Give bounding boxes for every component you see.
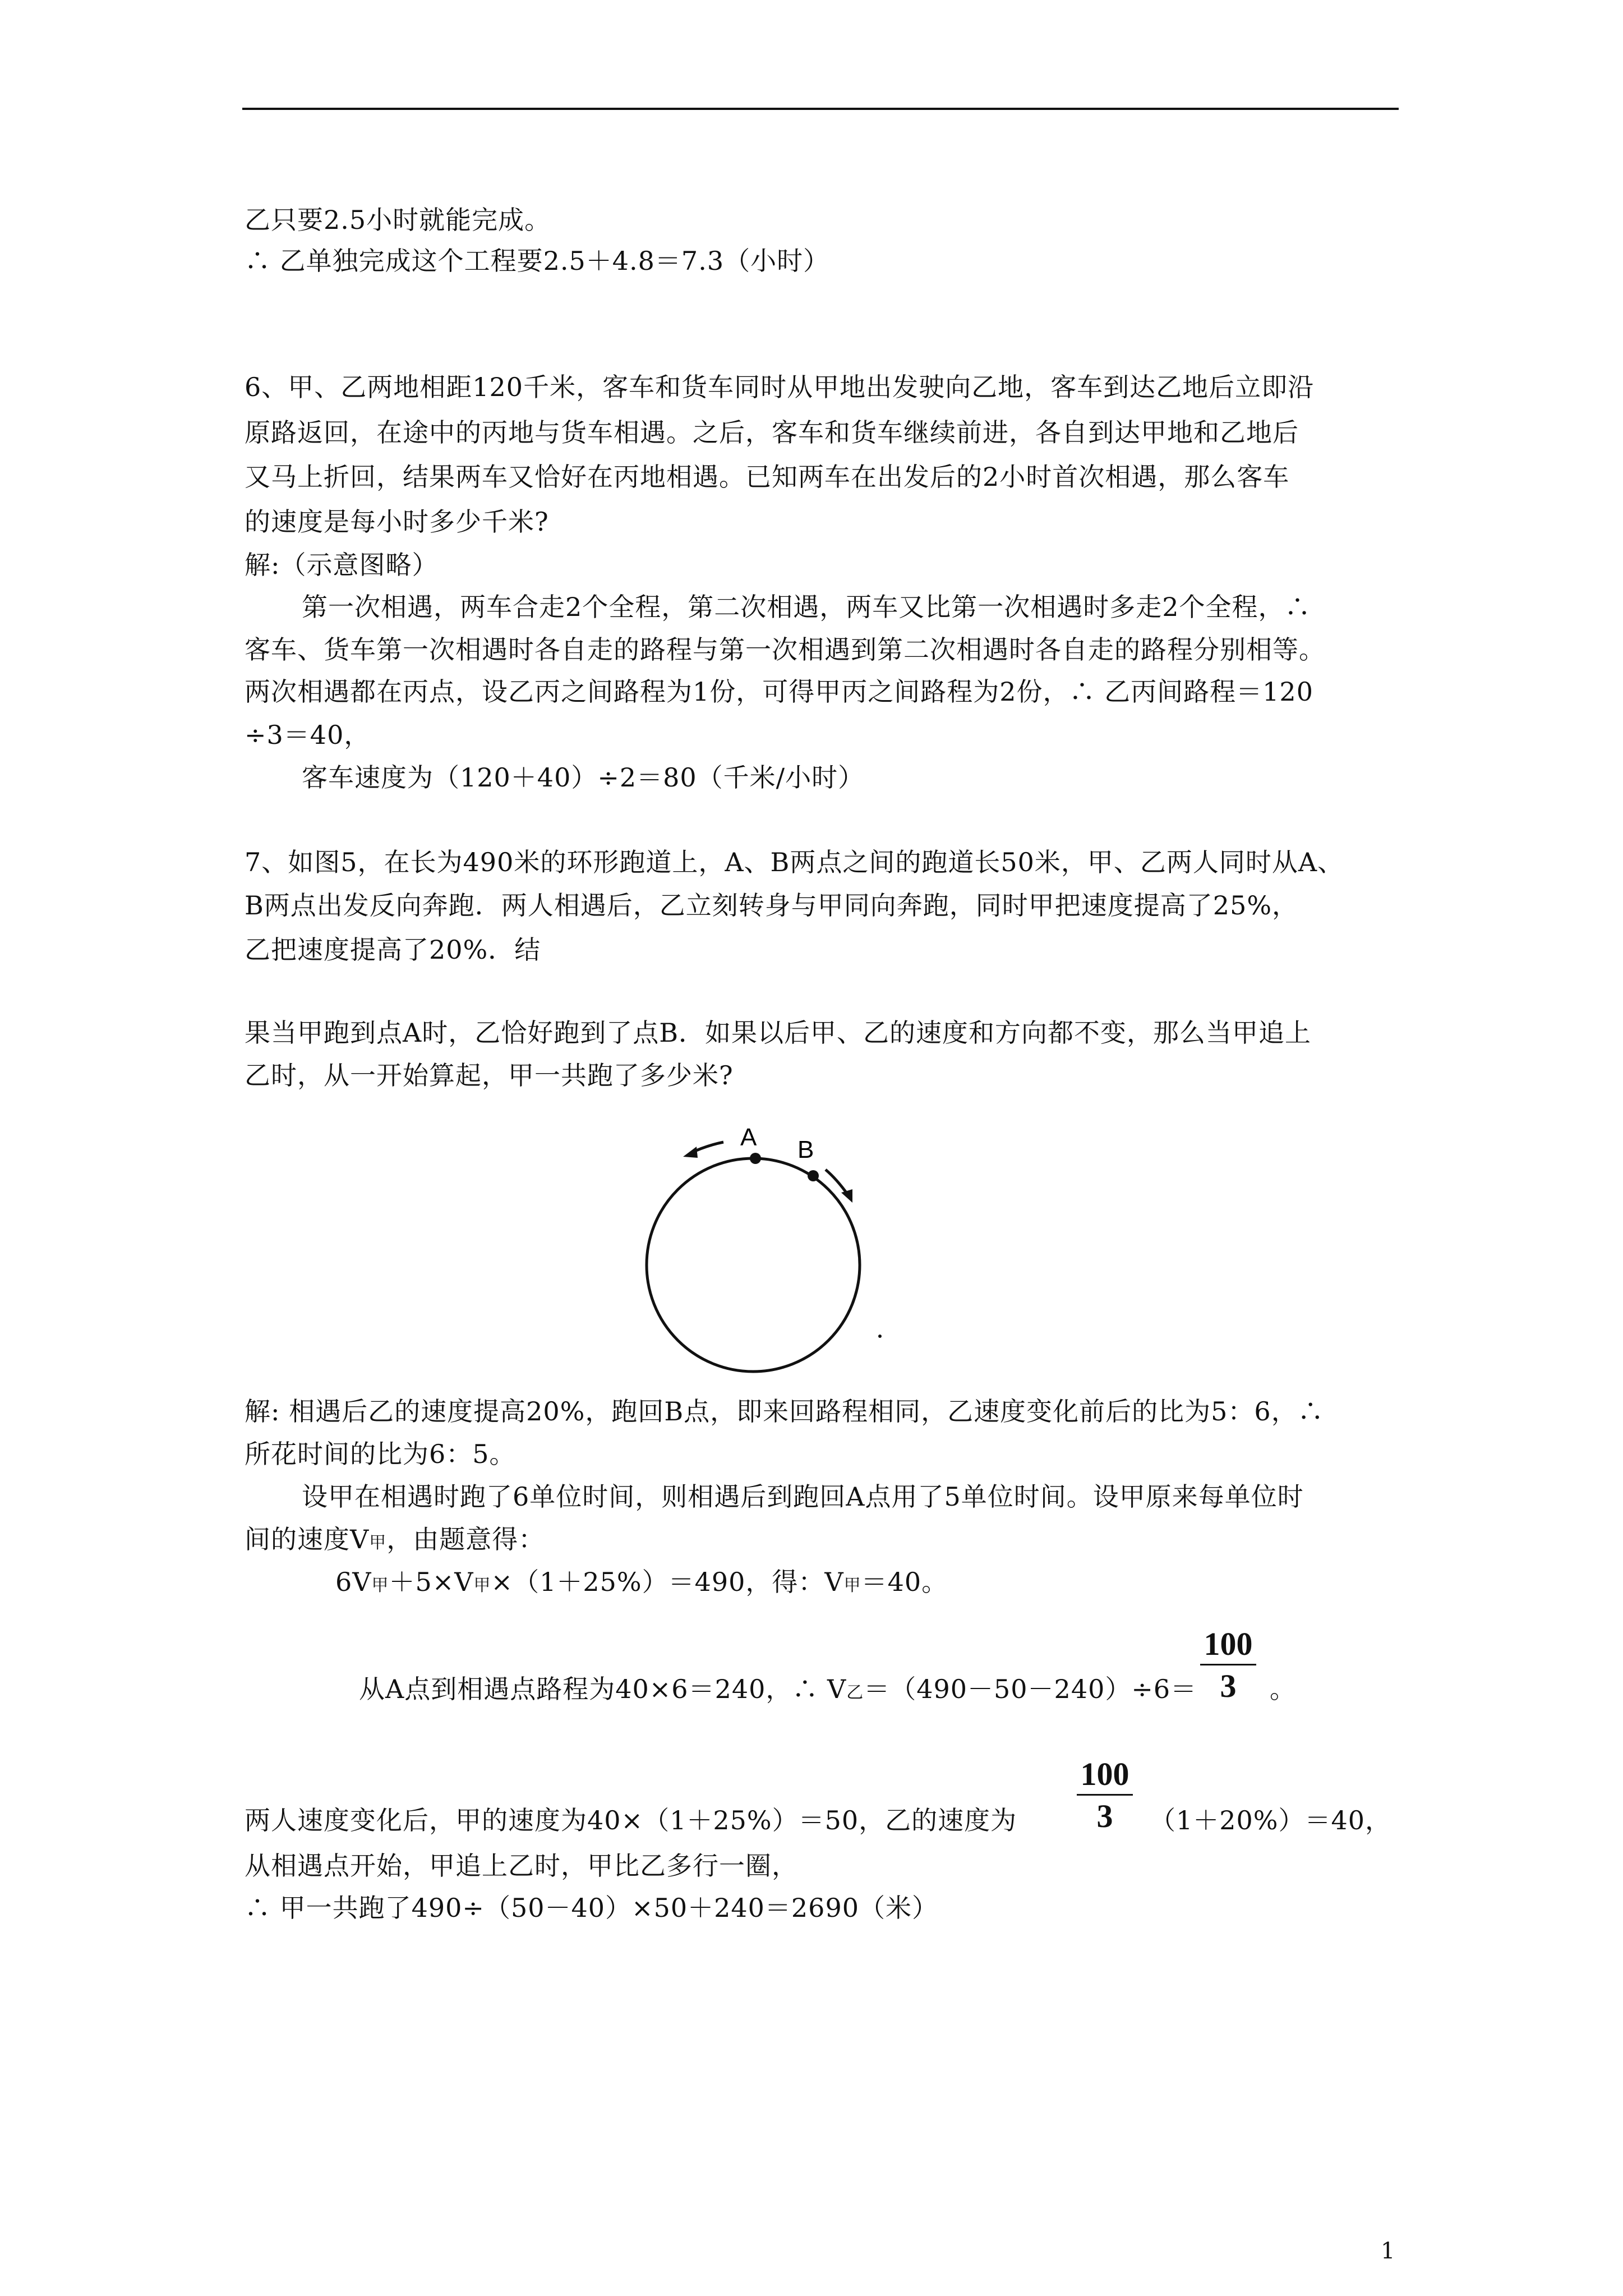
header-rule: [242, 108, 1399, 110]
solution-7-line: （1＋20%）＝40，: [1150, 1805, 1392, 1835]
solution-7-line: ∴ 甲一共跑了490÷（50－40）×50＋240＝2690（米）: [245, 1893, 938, 1923]
point-b-dot: [808, 1170, 819, 1181]
solution-6-line: 客车速度为（120＋40）÷2＝80（千米/小时）: [302, 762, 865, 793]
solution-6-line: 客车、货车第一次相遇时各自走的路程与第一次相遇到第二次相遇时各自走的路程分别相等。: [245, 634, 1325, 665]
solution-7-line: 两人速度变化后，甲的速度为40×（1＋25%）＝50，乙的速度为: [245, 1805, 1017, 1835]
label-b: B: [797, 1136, 814, 1163]
problem-7-line: 乙把速度提高了20%．结: [245, 935, 541, 965]
text-line: 乙只要2.5小时就能完成。: [245, 205, 551, 235]
text-line: ∴ 乙单独完成这个工程要2.5＋4.8＝7.3（小时）: [245, 246, 830, 276]
problem-7-line: 乙时，从一开始算起，甲一共跑了多少米?: [245, 1060, 734, 1091]
problem-6-line: 又马上折回，结果两车又恰好在丙地相遇。已知两车在出发后的2小时首次相遇，那么客车: [245, 462, 1290, 492]
point-a-dot: [750, 1153, 761, 1164]
solution-6-line: ÷3＝40，: [245, 720, 371, 750]
problem-7-line: 果当甲跑到点A时，乙恰好跑到了点B．如果以后甲、乙的速度和方向都不变，那么当甲追上: [245, 1018, 1312, 1048]
solution-7-line: 设甲在相遇时跑了6单位时间，则相遇后到跑回A点用了5单位时间。设甲原来每单位时: [302, 1481, 1304, 1512]
page-number: 1: [1381, 2238, 1395, 2264]
fraction-100-over-3: 100 3: [1077, 1757, 1133, 1834]
problem-7-line: 7、如图5，在长为490米的环形跑道上，A、B两点之间的跑道长50米，甲、乙两人同时从A、: [245, 847, 1344, 877]
solution-7-line: 所花时间的比为6：5。: [245, 1439, 516, 1469]
solution-6-line: 第一次相遇，两车合走2个全程，第二次相遇，两车又比第一次相遇时多走2个全程，∴: [302, 592, 1311, 622]
text-punctuation: 。: [1270, 1674, 1296, 1704]
solution-6-line: 解:（示意图略）: [245, 550, 439, 580]
solution-7-line: 解: 相遇后乙的速度提高20%，跑回B点，即来回路程相同，乙速度变化前后的比为5：6，∴: [245, 1396, 1324, 1427]
equation-line: 从A点到相遇点路程为40×6＝240，∴ V乙＝（490－50－240）÷6＝: [359, 1674, 1197, 1704]
problem-6-line: 6、甲、乙两地相距120千米，客车和货车同时从甲地出发驶向乙地，客车到达乙地后立即沿: [245, 372, 1315, 402]
label-a: A: [740, 1124, 757, 1151]
track-circle: [647, 1158, 860, 1372]
fraction-100-over-3: 100 3: [1200, 1627, 1256, 1704]
solution-7-line: 间的速度V甲，由题意得：: [245, 1524, 545, 1554]
problem-6-line: 的速度是每小时多少千米?: [245, 507, 549, 537]
equation-line: 6V甲＋5×V甲×（1＋25%）＝490，得：V甲＝40。: [335, 1567, 948, 1597]
solution-7-line: 从相遇点开始，甲追上乙时，甲比乙多行一圈，: [245, 1851, 798, 1881]
problem-7-line: B两点出发反向奔跑．两人相遇后，乙立刻转身与甲同向奔跑，同时甲把速度提高了25%，: [245, 890, 1299, 921]
track-figure: [628, 1116, 942, 1374]
solution-6-line: 两次相遇都在丙点，设乙丙之间路程为1份，可得甲丙之间路程为2份，∴ 乙丙间路程＝120: [245, 677, 1313, 707]
problem-6-line: 原路返回，在途中的丙地与货车相遇。之后，客车和货车继续前进，各自到达甲地和乙地后: [245, 417, 1299, 448]
